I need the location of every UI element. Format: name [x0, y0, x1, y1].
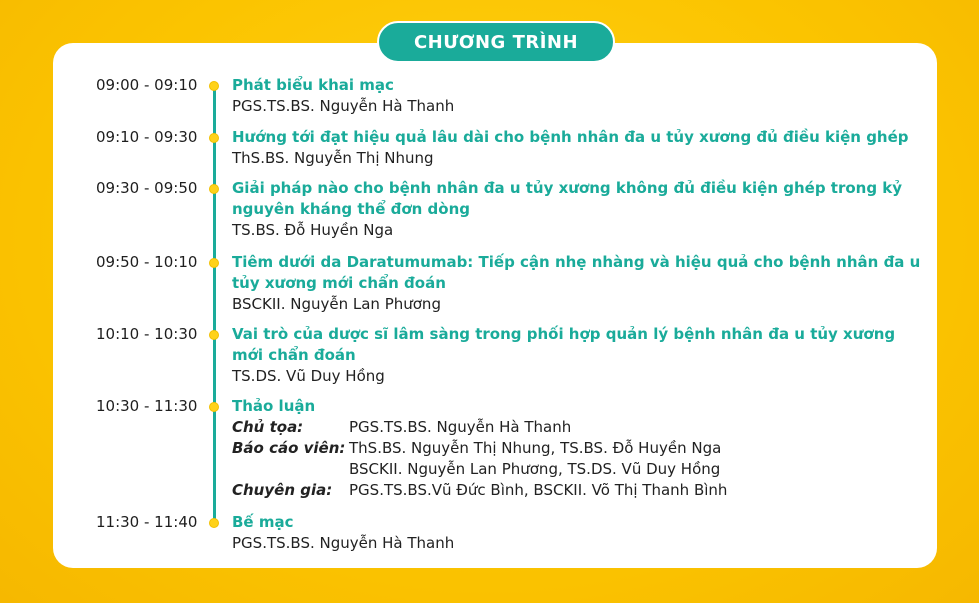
session-speaker: TS.BS. Đỗ Huyền Nga: [232, 221, 394, 239]
experts-row: [232, 480, 922, 501]
session-title: Tiêm dưới da Daratumumab: Tiếp cận nhẹ nhàng và hiệu quả cho bệnh nhân đa u: [232, 253, 921, 271]
chair-value: PGS.TS.BS. Nguyễn Hà Thanh: [349, 418, 572, 436]
session-speaker: TS.DS. Vũ Duy Hồng: [232, 367, 385, 385]
speakers-value: ThS.BS. Nguyễn Thị Nhung, TS.BS. Đỗ Huyền Nga: [349, 439, 722, 457]
session-item: [232, 252, 922, 315]
session-time: 11:30 - 11:40: [96, 513, 198, 531]
session-speaker: ThS.BS. Nguyễn Thị Nhung: [232, 149, 434, 167]
timeline-dot: [209, 518, 219, 528]
session-time: 10:30 - 11:30: [96, 397, 198, 415]
timeline-dot: [209, 258, 219, 268]
chair-label: Chủ tọa:: [232, 418, 304, 436]
session-speaker: PGS.TS.BS. Nguyễn Hà Thanh: [232, 534, 455, 552]
timeline-line: [213, 85, 216, 523]
session-item: [232, 178, 922, 241]
session-speaker: PGS.TS.BS. Nguyễn Hà Thanh: [232, 97, 455, 115]
session-item: [232, 127, 922, 169]
experts-label: Chuyên gia:: [232, 481, 333, 499]
session-item-discussion: [232, 396, 922, 501]
timeline-dot: [209, 133, 219, 143]
session-title-continued: tủy xương mới chẩn đoán: [232, 274, 446, 292]
session-time: 09:00 - 09:10: [96, 76, 198, 94]
chair-row: [232, 417, 922, 438]
timeline-dot: [209, 402, 219, 412]
session-item: [232, 75, 922, 117]
session-title: Thảo luận: [232, 397, 316, 415]
session-title: Hướng tới đạt hiệu quả lâu dài cho bệnh nhân đa u tủy xương đủ điều kiện ghép: [232, 128, 909, 146]
speakers-row-continued: [232, 459, 922, 480]
session-time: 09:10 - 09:30: [96, 128, 198, 146]
session-speaker: BSCKII. Nguyễn Lan Phương: [232, 295, 441, 313]
session-title: Bế mạc: [232, 513, 294, 531]
session-title-continued: nguyên kháng thể đơn dòng: [232, 200, 471, 218]
session-time: 10:10 - 10:30: [96, 325, 198, 343]
speakers-row: [232, 438, 922, 459]
session-title: Phát biểu khai mạc: [232, 76, 394, 94]
speakers-label: Báo cáo viên:: [232, 439, 346, 457]
session-time: 09:30 - 09:50: [96, 179, 198, 197]
session-title: Giải pháp nào cho bệnh nhân đa u tủy xương không đủ điều kiện ghép trong kỷ: [232, 179, 903, 197]
timeline-dot: [209, 330, 219, 340]
page-title: CHƯƠNG TRÌNH: [377, 21, 615, 63]
empty-label: [232, 459, 349, 480]
experts-value: PGS.TS.BS.Vũ Đức Bình, BSCKII. Võ Thị Thanh Bình: [349, 481, 728, 499]
timeline-dot: [209, 81, 219, 91]
speakers-value-continued: BSCKII. Nguyễn Lan Phương, TS.DS. Vũ Duy Hồng: [349, 460, 721, 478]
session-item: [232, 324, 922, 387]
session-title: Vai trò của dược sĩ lâm sàng trong phối hợp quản lý bệnh nhân đa u tủy xương: [232, 325, 896, 343]
timeline-dot: [209, 184, 219, 194]
session-title-continued: mới chẩn đoán: [232, 346, 356, 364]
session-item: [232, 512, 922, 554]
session-time: 09:50 - 10:10: [96, 253, 198, 271]
